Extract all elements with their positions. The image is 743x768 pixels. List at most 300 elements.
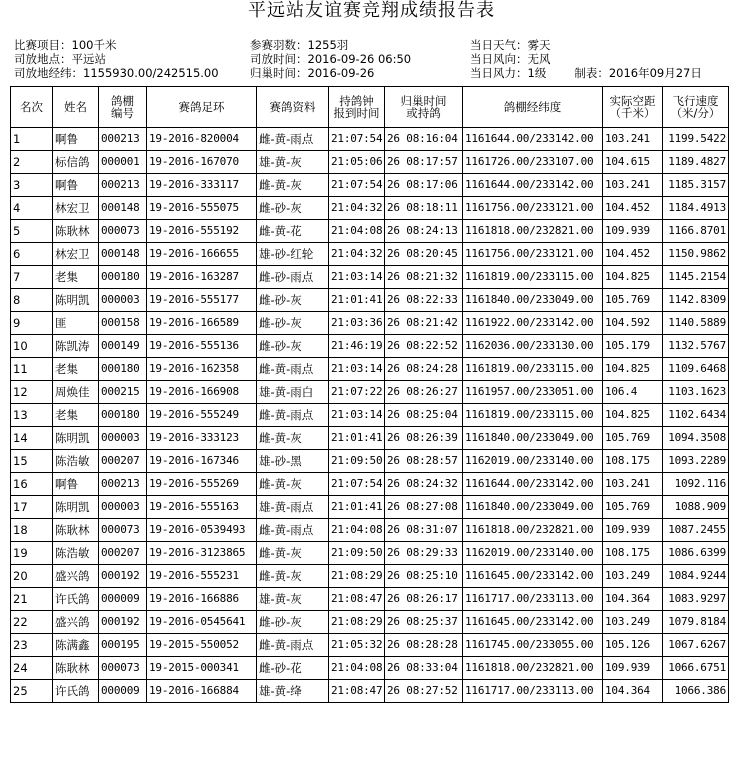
clock-time-cell: 21:04:08	[329, 519, 385, 542]
return-time-cell: 26 08:22:52	[385, 335, 463, 358]
distance-cell: 103.241	[603, 473, 663, 496]
header-loft-id: 鸽棚 编号	[99, 87, 147, 128]
loft-coords-cell: 1161645.00/233142.00	[463, 565, 603, 588]
info-col-2	[250, 38, 411, 80]
table-body	[11, 128, 729, 703]
table-row	[11, 197, 729, 220]
bird-info-cell: 雌-黄-花	[257, 220, 329, 243]
name-cell: 老集	[53, 404, 99, 427]
clock-time-cell: 21:46:19	[329, 335, 385, 358]
distance-cell: 104.364	[603, 588, 663, 611]
return-time-cell: 26 08:21:32	[385, 266, 463, 289]
distance-cell: 103.249	[603, 565, 663, 588]
bird-info-cell: 雄-砂-红轮	[257, 243, 329, 266]
loft-id-cell: 000207	[99, 542, 147, 565]
info-wind-direction: 当日风向：无风	[470, 52, 551, 66]
table-row	[11, 519, 729, 542]
clock-time-cell: 21:04:08	[329, 657, 385, 680]
loft-coords-cell: 1161840.00/233049.00	[463, 427, 603, 450]
rank-cell: 6	[11, 243, 53, 266]
bird-info-cell: 雌-砂-灰	[257, 312, 329, 335]
distance-cell: 106.4	[603, 381, 663, 404]
return-time-cell: 26 08:25:04	[385, 404, 463, 427]
name-cell: 陈耿林	[53, 519, 99, 542]
clock-time-cell: 21:04:32	[329, 243, 385, 266]
clock-time-cell: 21:04:08	[329, 220, 385, 243]
distance-cell: 104.825	[603, 266, 663, 289]
loft-id-cell: 000148	[99, 197, 147, 220]
table-row	[11, 335, 729, 358]
ring-cell: 19-2016-333123	[147, 427, 257, 450]
clock-time-cell: 21:08:47	[329, 680, 385, 703]
bird-info-cell: 雌-砂-灰	[257, 289, 329, 312]
bird-info-cell: 雌-砂-雨点	[257, 266, 329, 289]
speed-cell: 1166.8701	[663, 220, 729, 243]
return-time-cell: 26 08:29:33	[385, 542, 463, 565]
table-row	[11, 404, 729, 427]
table-row	[11, 312, 729, 335]
table-header-row	[11, 87, 729, 128]
header-distance: 实际空距 （千米）	[603, 87, 663, 128]
header-clock-time: 持鸽钟 报到时间	[329, 87, 385, 128]
ring-cell: 19-2015-000341	[147, 657, 257, 680]
ring-cell: 19-2016-162358	[147, 358, 257, 381]
loft-id-cell: 000213	[99, 473, 147, 496]
loft-coords-cell: 1161840.00/233049.00	[463, 496, 603, 519]
rank-cell: 21	[11, 588, 53, 611]
ring-cell: 19-2016-555136	[147, 335, 257, 358]
loft-coords-cell: 1161756.00/233121.00	[463, 243, 603, 266]
name-cell: 盛兴鸽	[53, 611, 99, 634]
loft-coords-cell: 1161922.00/233142.00	[463, 312, 603, 335]
results-table	[10, 86, 729, 703]
speed-cell: 1189.4827	[663, 151, 729, 174]
return-time-cell: 26 08:26:27	[385, 381, 463, 404]
info-release-coords: 司放地经纬：1155930.00/242515.00	[14, 66, 219, 80]
clock-time-cell: 21:03:14	[329, 358, 385, 381]
table-row	[11, 565, 729, 588]
clock-time-cell: 21:01:41	[329, 427, 385, 450]
loft-id-cell: 000003	[99, 496, 147, 519]
info-col-1	[14, 38, 219, 80]
rank-cell: 20	[11, 565, 53, 588]
distance-cell: 105.126	[603, 634, 663, 657]
header-speed: 飞行速度 （米/分）	[663, 87, 729, 128]
name-cell: 陈浩敏	[53, 450, 99, 473]
return-time-cell: 26 08:22:33	[385, 289, 463, 312]
distance-cell: 105.769	[603, 427, 663, 450]
header-loft-coords: 鸽棚经纬度	[463, 87, 603, 128]
table-row	[11, 381, 729, 404]
loft-id-cell: 000215	[99, 381, 147, 404]
loft-coords-cell: 1161818.00/232821.00	[463, 657, 603, 680]
clock-time-cell: 21:05:32	[329, 634, 385, 657]
clock-time-cell: 21:03:14	[329, 266, 385, 289]
name-cell: 许氏鸽	[53, 680, 99, 703]
ring-cell: 19-2016-167070	[147, 151, 257, 174]
bird-info-cell: 雄-黄-灰	[257, 151, 329, 174]
speed-cell: 1086.6399	[663, 542, 729, 565]
loft-coords-cell: 1161644.00/233142.00	[463, 174, 603, 197]
rank-cell: 10	[11, 335, 53, 358]
info-col-3	[470, 38, 702, 80]
header-rank: 名次	[11, 87, 53, 128]
loft-id-cell: 000192	[99, 565, 147, 588]
ring-cell: 19-2016-166589	[147, 312, 257, 335]
speed-cell: 1079.8184	[663, 611, 729, 634]
info-entries: 参赛羽数：1255羽	[250, 38, 349, 52]
name-cell: 盛兴鸽	[53, 565, 99, 588]
speed-cell: 1067.6267	[663, 634, 729, 657]
distance-cell: 109.939	[603, 220, 663, 243]
rank-cell: 14	[11, 427, 53, 450]
rank-cell: 15	[11, 450, 53, 473]
table-row	[11, 174, 729, 197]
speed-cell: 1150.9862	[663, 243, 729, 266]
name-cell: 老集	[53, 266, 99, 289]
speed-cell: 1184.4913	[663, 197, 729, 220]
loft-coords-cell: 1161840.00/233049.00	[463, 289, 603, 312]
ring-cell: 19-2016-555192	[147, 220, 257, 243]
return-time-cell: 26 08:16:04	[385, 128, 463, 151]
report-title: 平远站友谊赛竞翔成绩报告表	[248, 0, 495, 21]
name-cell: 啊鲁	[53, 473, 99, 496]
table-row	[11, 588, 729, 611]
bird-info-cell: 雄-黄-雨点	[257, 496, 329, 519]
rank-cell: 17	[11, 496, 53, 519]
name-cell: 陈凯涛	[53, 335, 99, 358]
distance-cell: 105.769	[603, 496, 663, 519]
rank-cell: 12	[11, 381, 53, 404]
ring-cell: 19-2016-555163	[147, 496, 257, 519]
loft-id-cell: 000009	[99, 680, 147, 703]
speed-cell: 1132.5767	[663, 335, 729, 358]
ring-cell: 19-2016-167346	[147, 450, 257, 473]
name-cell: 陈浩敏	[53, 542, 99, 565]
name-cell: 匪	[53, 312, 99, 335]
return-time-cell: 26 08:17:06	[385, 174, 463, 197]
loft-id-cell: 000207	[99, 450, 147, 473]
ring-cell: 19-2016-166884	[147, 680, 257, 703]
loft-id-cell: 000180	[99, 358, 147, 381]
ring-cell: 19-2015-550052	[147, 634, 257, 657]
speed-cell: 1087.2455	[663, 519, 729, 542]
bird-info-cell: 雌-黄-雨点	[257, 634, 329, 657]
clock-time-cell: 21:09:50	[329, 542, 385, 565]
return-time-cell: 26 08:27:08	[385, 496, 463, 519]
table-row	[11, 151, 729, 174]
table-row	[11, 128, 729, 151]
rank-cell: 7	[11, 266, 53, 289]
loft-coords-cell: 1161644.00/233142.00	[463, 128, 603, 151]
distance-cell: 104.452	[603, 197, 663, 220]
table-row	[11, 358, 729, 381]
return-time-cell: 26 08:26:17	[385, 588, 463, 611]
table-row	[11, 427, 729, 450]
rank-cell: 23	[11, 634, 53, 657]
clock-time-cell: 21:09:50	[329, 450, 385, 473]
speed-cell: 1145.2154	[663, 266, 729, 289]
speed-cell: 1103.1623	[663, 381, 729, 404]
table-row	[11, 289, 729, 312]
bird-info-cell: 雌-黄-灰	[257, 542, 329, 565]
clock-time-cell: 21:08:29	[329, 565, 385, 588]
name-cell: 啊鲁	[53, 128, 99, 151]
return-time-cell: 26 08:28:57	[385, 450, 463, 473]
distance-cell: 105.179	[603, 335, 663, 358]
loft-id-cell: 000073	[99, 657, 147, 680]
loft-id-cell: 000192	[99, 611, 147, 634]
speed-cell: 1185.3157	[663, 174, 729, 197]
bird-info-cell: 雌-黄-雨点	[257, 404, 329, 427]
info-release-place: 司放地点：平远站	[14, 52, 106, 66]
return-time-cell: 26 08:33:04	[385, 657, 463, 680]
return-time-cell: 26 08:17:57	[385, 151, 463, 174]
rank-cell: 2	[11, 151, 53, 174]
rank-cell: 13	[11, 404, 53, 427]
bird-info-cell: 雌-黄-雨点	[257, 519, 329, 542]
info-project: 比赛项目：100千米	[14, 38, 117, 52]
header-bird-info: 赛鸽资料	[257, 87, 329, 128]
table-row	[11, 266, 729, 289]
bird-info-cell: 雄-砂-黑	[257, 450, 329, 473]
bird-info-cell: 雄-黄-绛	[257, 680, 329, 703]
table-row	[11, 680, 729, 703]
rank-cell: 25	[11, 680, 53, 703]
rank-cell: 8	[11, 289, 53, 312]
speed-cell: 1094.3508	[663, 427, 729, 450]
bird-info-cell: 雌-砂-花	[257, 657, 329, 680]
name-cell: 林宏卫	[53, 243, 99, 266]
distance-cell: 104.452	[603, 243, 663, 266]
loft-id-cell: 000148	[99, 243, 147, 266]
clock-time-cell: 21:07:22	[329, 381, 385, 404]
rank-cell: 1	[11, 128, 53, 151]
bird-info-cell: 雌-砂-灰	[257, 197, 329, 220]
speed-cell: 1109.6468	[663, 358, 729, 381]
distance-cell: 103.241	[603, 128, 663, 151]
rank-cell: 22	[11, 611, 53, 634]
distance-cell: 109.939	[603, 657, 663, 680]
table-row	[11, 243, 729, 266]
distance-cell: 103.249	[603, 611, 663, 634]
name-cell: 陈明凯	[53, 289, 99, 312]
distance-cell: 104.364	[603, 680, 663, 703]
clock-time-cell: 21:01:41	[329, 289, 385, 312]
ring-cell: 19-2016-163287	[147, 266, 257, 289]
info-return-time: 归巢时间：2016-09-26	[250, 66, 375, 80]
clock-time-cell: 21:07:54	[329, 473, 385, 496]
distance-cell: 109.939	[603, 519, 663, 542]
loft-id-cell: 000073	[99, 220, 147, 243]
name-cell: 周焕佳	[53, 381, 99, 404]
name-cell: 陈明凯	[53, 427, 99, 450]
distance-cell: 103.241	[603, 174, 663, 197]
clock-time-cell: 21:08:29	[329, 611, 385, 634]
speed-cell: 1092.116	[663, 473, 729, 496]
bird-info-cell: 雌-黄-灰	[257, 174, 329, 197]
clock-time-cell: 21:03:36	[329, 312, 385, 335]
distance-cell: 104.825	[603, 358, 663, 381]
return-time-cell: 26 08:18:11	[385, 197, 463, 220]
loft-coords-cell: 1161819.00/233115.00	[463, 404, 603, 427]
table-row	[11, 611, 729, 634]
ring-cell: 19-2016-555249	[147, 404, 257, 427]
ring-cell: 19-2016-555231	[147, 565, 257, 588]
loft-id-cell: 000213	[99, 174, 147, 197]
table-row	[11, 220, 729, 243]
loft-coords-cell: 1161818.00/232821.00	[463, 519, 603, 542]
loft-coords-cell: 1161818.00/232821.00	[463, 220, 603, 243]
ring-cell: 19-2016-166908	[147, 381, 257, 404]
rank-cell: 9	[11, 312, 53, 335]
loft-coords-cell: 1161819.00/233115.00	[463, 266, 603, 289]
speed-cell: 1093.2289	[663, 450, 729, 473]
clock-time-cell: 21:05:06	[329, 151, 385, 174]
bird-info-cell: 雌-砂-灰	[257, 335, 329, 358]
table-row	[11, 450, 729, 473]
header-name: 姓名	[53, 87, 99, 128]
ring-cell: 19-2016-166655	[147, 243, 257, 266]
bird-info-cell: 雌-黄-雨点	[257, 128, 329, 151]
loft-id-cell: 000001	[99, 151, 147, 174]
speed-cell: 1102.6434	[663, 404, 729, 427]
name-cell: 老集	[53, 358, 99, 381]
table-row	[11, 634, 729, 657]
loft-id-cell: 000195	[99, 634, 147, 657]
header-ring: 赛鸽足环	[147, 87, 257, 128]
loft-coords-cell: 1161717.00/233113.00	[463, 588, 603, 611]
return-time-cell: 26 08:25:10	[385, 565, 463, 588]
bird-info-cell: 雌-黄-雨点	[257, 358, 329, 381]
bird-info-cell: 雌-黄-灰	[257, 565, 329, 588]
rank-cell: 16	[11, 473, 53, 496]
distance-cell: 105.769	[603, 289, 663, 312]
name-cell: 陈耿林	[53, 657, 99, 680]
ring-cell: 19-2016-555269	[147, 473, 257, 496]
rank-cell: 5	[11, 220, 53, 243]
clock-time-cell: 21:04:32	[329, 197, 385, 220]
table-row	[11, 657, 729, 680]
bird-info-cell: 雄-黄-雨白	[257, 381, 329, 404]
rank-cell: 18	[11, 519, 53, 542]
loft-coords-cell: 1161745.00/233055.00	[463, 634, 603, 657]
ring-cell: 19-2016-333117	[147, 174, 257, 197]
return-time-cell: 26 08:20:45	[385, 243, 463, 266]
bird-info-cell: 雌-黄-灰	[257, 427, 329, 450]
loft-coords-cell: 1162019.00/233140.00	[463, 542, 603, 565]
header-return-time: 归巢时间 或持鸽	[385, 87, 463, 128]
clock-time-cell: 21:07:54	[329, 174, 385, 197]
loft-id-cell: 000073	[99, 519, 147, 542]
speed-cell: 1088.909	[663, 496, 729, 519]
ring-cell: 19-2016-3123865	[147, 542, 257, 565]
clock-time-cell: 21:01:41	[329, 496, 385, 519]
table-row	[11, 542, 729, 565]
loft-id-cell: 000003	[99, 427, 147, 450]
ring-cell: 19-2016-0539493	[147, 519, 257, 542]
clock-time-cell: 21:08:47	[329, 588, 385, 611]
loft-coords-cell: 1161819.00/233115.00	[463, 358, 603, 381]
bird-info-cell: 雌-砂-灰	[257, 611, 329, 634]
name-cell: 陈满鑫	[53, 634, 99, 657]
return-time-cell: 26 08:24:28	[385, 358, 463, 381]
bird-info-cell: 雌-黄-灰	[257, 473, 329, 496]
speed-cell: 1083.9297	[663, 588, 729, 611]
ring-cell: 19-2016-820004	[147, 128, 257, 151]
distance-cell: 108.175	[603, 542, 663, 565]
ring-cell: 19-2016-555177	[147, 289, 257, 312]
loft-coords-cell: 1161644.00/233142.00	[463, 473, 603, 496]
loft-coords-cell: 1162019.00/233140.00	[463, 450, 603, 473]
return-time-cell: 26 08:24:13	[385, 220, 463, 243]
return-time-cell: 26 08:24:32	[385, 473, 463, 496]
rank-cell: 3	[11, 174, 53, 197]
loft-id-cell: 000158	[99, 312, 147, 335]
speed-cell: 1066.6751	[663, 657, 729, 680]
loft-id-cell: 000003	[99, 289, 147, 312]
loft-id-cell: 000009	[99, 588, 147, 611]
loft-coords-cell: 1161957.00/233051.00	[463, 381, 603, 404]
info-wind-force: 当日风力：1级 制表：2016年09月27日	[470, 66, 702, 80]
name-cell: 林宏卫	[53, 197, 99, 220]
rank-cell: 24	[11, 657, 53, 680]
clock-time-cell: 21:03:14	[329, 404, 385, 427]
loft-id-cell: 000149	[99, 335, 147, 358]
name-cell: 啊鲁	[53, 174, 99, 197]
speed-cell: 1199.5422	[663, 128, 729, 151]
speed-cell: 1084.9244	[663, 565, 729, 588]
return-time-cell: 26 08:28:28	[385, 634, 463, 657]
speed-cell: 1142.8309	[663, 289, 729, 312]
loft-coords-cell: 1161726.00/233107.00	[463, 151, 603, 174]
bird-info-cell: 雄-黄-灰	[257, 588, 329, 611]
return-time-cell: 26 08:31:07	[385, 519, 463, 542]
name-cell: 陈耿林	[53, 220, 99, 243]
loft-coords-cell: 1161717.00/233113.00	[463, 680, 603, 703]
speed-cell: 1140.5889	[663, 312, 729, 335]
loft-id-cell: 000180	[99, 266, 147, 289]
return-time-cell: 26 08:27:52	[385, 680, 463, 703]
ring-cell: 19-2016-0545641	[147, 611, 257, 634]
info-weather: 当日天气：雾天	[470, 38, 551, 52]
info-release-time: 司放时间：2016-09-26 06:50	[250, 52, 412, 66]
table-row	[11, 473, 729, 496]
loft-id-cell: 000213	[99, 128, 147, 151]
speed-cell: 1066.386	[663, 680, 729, 703]
distance-cell: 104.615	[603, 151, 663, 174]
name-cell: 许氏鸽	[53, 588, 99, 611]
rank-cell: 19	[11, 542, 53, 565]
loft-coords-cell: 1161756.00/233121.00	[463, 197, 603, 220]
return-time-cell: 26 08:25:37	[385, 611, 463, 634]
name-cell: 标信鸽	[53, 151, 99, 174]
rank-cell: 4	[11, 197, 53, 220]
name-cell: 陈明凯	[53, 496, 99, 519]
distance-cell: 104.825	[603, 404, 663, 427]
return-time-cell: 26 08:26:39	[385, 427, 463, 450]
info-made-date: 制表：2016年09月27日	[574, 66, 702, 80]
rank-cell: 11	[11, 358, 53, 381]
distance-cell: 108.175	[603, 450, 663, 473]
loft-coords-cell: 1161645.00/233142.00	[463, 611, 603, 634]
distance-cell: 104.592	[603, 312, 663, 335]
loft-id-cell: 000180	[99, 404, 147, 427]
return-time-cell: 26 08:21:42	[385, 312, 463, 335]
ring-cell: 19-2016-166886	[147, 588, 257, 611]
clock-time-cell: 21:07:54	[329, 128, 385, 151]
table-row	[11, 496, 729, 519]
